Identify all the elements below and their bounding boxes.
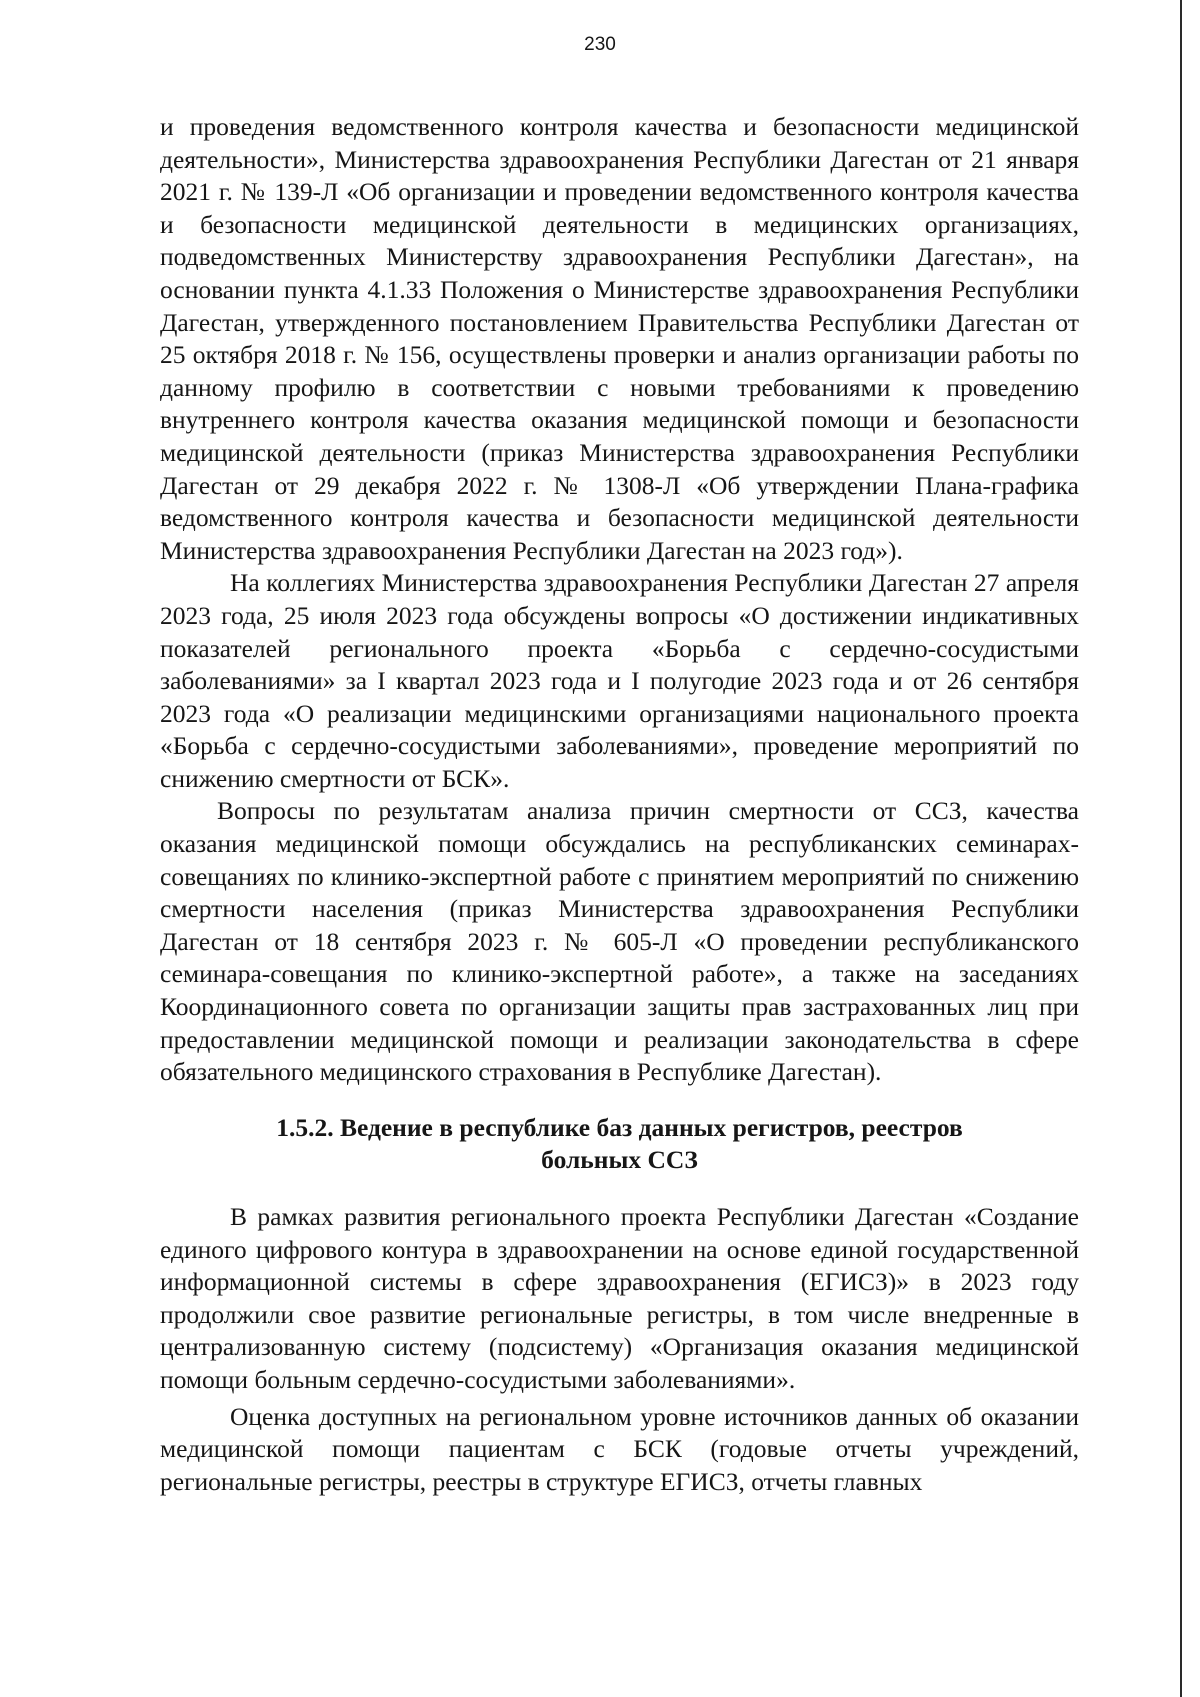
- paragraph-2: На коллегиях Министерства здравоохранения Республики Дагестан 27 апреля 2023 года, 25 июля 2023 года обсуждены вопросы «О достижении индикативных показателей регионального проекта «Борьба с сердечно-сосудистыми заболеваниями» за I квартал 2023 года и I полугодие 2023 года и от 26 сентября 2023 года «О реализации медицинскими организациями национального проекта «Борьба с сердечно-сосудистыми заболеваниями», проведение мероприятий по снижению смертности от БСК».: [160, 568, 1079, 793]
- paragraph-5: Оценка доступных на региональном уровне источников данных об оказании медицинской помощи пациентам с БСК (годовые отчеты учреждений, региональные регистры, реестры в структуре ЕГИСЗ, отчеты главных: [160, 1401, 1079, 1496]
- page-number: 230: [584, 34, 616, 55]
- section-heading-line-1: 1.5.2. Ведение в республике баз данных регистров, реестров: [276, 1112, 963, 1142]
- scan-edge-line: [1180, 0, 1182, 1697]
- body-text: [160, 111, 1079, 1498]
- section-heading-line-2: больных ССЗ: [541, 1145, 698, 1175]
- paragraph-3: Вопросы по результатам анализа причин смертности от ССЗ, качества оказания медицинской помощи обсуждались на республиканских семинарах-совещаниях по клинико-экспертной работе с принятием мероприятий по снижению смертности населения (приказ Министерства здравоохранения Республики Дагестан от 18 сентября 2023 г. № 605-Л «О проведении республиканского семинара-совещания по клинико-экспертной работе», а также на заседаниях Координационного совета по организации защиты прав застрахованных лиц при предоставлении медицинской помощи и реализации законодательства в сфере обязательного медицинского страхования в Республике Дагестан).: [160, 796, 1079, 1087]
- section-heading: [160, 1112, 1079, 1177]
- paragraph-4: В рамках развития регионального проекта Республики Дагестан «Создание единого цифрового контура в здравоохранении на основе единой государственной информационной системы в сфере здравоохранения (ЕГИСЗ)» в 2023 году продолжили свое развитие региональные регистры, в том числе внедренные в централизованную систему (подсистему) «Организация оказания медицинской помощи больным сердечно-сосудистыми заболеваниями».: [160, 1202, 1079, 1394]
- paragraph-1: и проведения ведомственного контроля качества и безопасности медицинской деятельности», Министерства здравоохранения Республики Дагестан от 21 января 2021 г. № 139-Л «Об организации и проведении ведомственного контроля качества и безопасности медицинской деятельности в медицинских организациях, подведомственных Министерству здравоохранения Республики Дагестан», на основании пункта 4.1.33 Положения о Министерстве здравоохранения Республики Дагестан, утвержденного постановлением Правительства Республики Дагестан от 25 октября 2018 г. № 156, осуществлены проверки и анализ организации работы по данному профилю в соответствии с новыми требованиями к проведению внутреннего контроля качества оказания медицинской помощи и безопасности медицинской деятельности (приказ Министерства здравоохранения Республики Дагестан от 29 декабря 2022 г. № 1308-Л «Об утверждении Плана-графика ведомственного контроля качества и безопасности медицинской деятельности Министерства здравоохранения Республики Дагестан на 2023 год»).: [160, 112, 1079, 565]
